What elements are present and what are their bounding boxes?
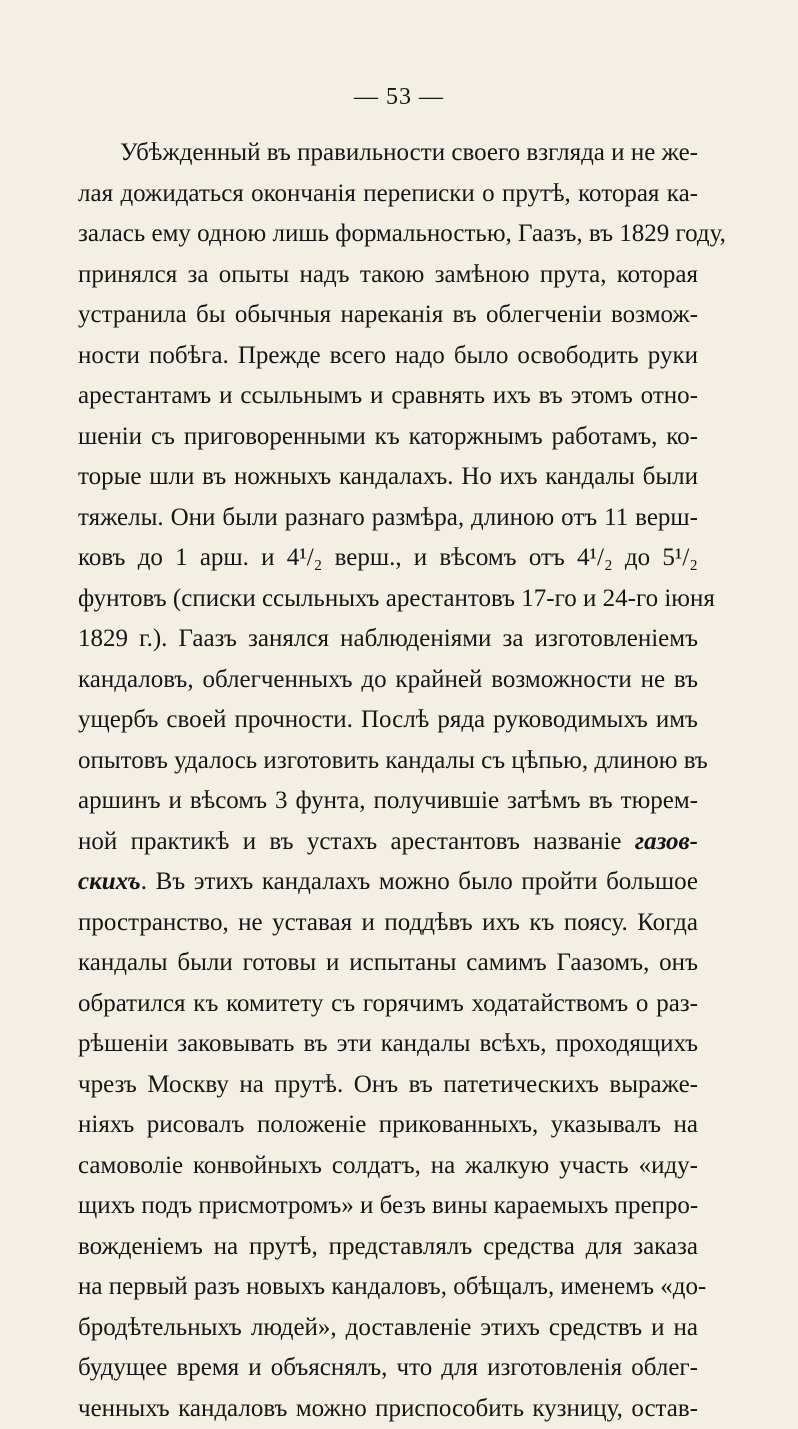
text-line: обратился къ комитету съ горячимъ ходатайствомъ о раз- xyxy=(78,984,698,1025)
body-text xyxy=(78,133,698,1429)
text-line: опытовъ удалось изготовить кандалы съ цѣпью, длиною въ xyxy=(78,741,698,782)
text-line: рѣшеніи заковывать въ эти кандалы всѣхъ, проходящихъ xyxy=(78,1024,698,1065)
text-line: фунтовъ (списки ссыльныхъ арестантовъ 17-го и 24-го іюня xyxy=(78,579,698,620)
italic-term: газов- xyxy=(635,828,698,855)
text-line: Убѣжденный въ правильности своего взгляда и не же- xyxy=(78,133,698,174)
text-line: кандалы были готовы и испытаны самимъ Гаазомъ, онъ xyxy=(78,943,698,984)
text-line: торые шли въ ножныхъ кандалахъ. Но ихъ кандалы были xyxy=(78,457,698,498)
text-line: чрезъ Москву на прутѣ. Онъ въ патетическихъ выраже- xyxy=(78,1065,698,1106)
text-line: ущербъ своей прочности. Послѣ ряда руководимыхъ имъ xyxy=(78,700,698,741)
text-line-part: ной практикѣ и въ устахъ арестантовъ названіе xyxy=(78,828,622,855)
text-line: залась ему одною лишь формальностью, Гаазъ, въ 1829 году, xyxy=(78,214,698,255)
text-line: вожденіемъ на прутѣ, представлялъ средства для заказа xyxy=(78,1227,698,1268)
text-line: устранила бы обычныя нареканія въ облегченіи возмож- xyxy=(78,295,698,336)
text-line-with-italic xyxy=(78,822,698,863)
text-line: лая дожидаться окончанія переписки о прутѣ, которая ка- xyxy=(78,174,698,215)
text-line: будущее время и объяснялъ, что для изготовленія облег- xyxy=(78,1348,698,1389)
text-line: шеніи съ приговоренными къ каторжнымъ работамъ, ко- xyxy=(78,417,698,458)
text-line: пространство, не уставая и поддѣвъ ихъ къ поясу. Когда xyxy=(78,903,698,944)
text-line: тяжелы. Они были разнаго размѣра, длиною отъ 11 верш- xyxy=(78,498,698,539)
text-line: ковъ до 1 арш. и 4¹/₂ верш., и вѣсомъ отъ 4¹/₂ до 5¹/₂ xyxy=(78,538,698,579)
text-line: бродѣтельныхъ людей», доставленіе этихъ средствъ и на xyxy=(78,1308,698,1349)
text-line: ченныхъ кандаловъ можно приспособить кузницу, остав- xyxy=(78,1389,698,1429)
text-line: принялся за опыты надъ такою замѣною прута, которая xyxy=(78,255,698,296)
italic-term: скихъ xyxy=(78,868,141,895)
text-line: ніяхъ рисовалъ положеніе прикованныхъ, указывалъ на xyxy=(78,1105,698,1146)
text-line: кандаловъ, облегченныхъ до крайней возможности не въ xyxy=(78,660,698,701)
text-line: арестантамъ и ссыльнымъ и сравнять ихъ въ этомъ отно- xyxy=(78,376,698,417)
text-line: 1829 г.). Гаазъ занялся наблюденіями за изготовленіемъ xyxy=(78,619,698,660)
text-line: щихъ подъ присмотромъ» и безъ вины караемыхъ препро- xyxy=(78,1186,698,1227)
text-line: аршинъ и вѣсомъ 3 фунта, получившіе затѣмъ въ тюрем- xyxy=(78,781,698,822)
text-line-part: . Въ этихъ кандалахъ можно было пройти большое xyxy=(141,868,698,895)
text-line-with-italic xyxy=(78,862,698,903)
page-number: — 53 — xyxy=(0,84,798,111)
text-line: ности побѣга. Прежде всего надо было освободить руки xyxy=(78,336,698,377)
text-line: на первый разъ новыхъ кандаловъ, обѣщалъ, именемъ «до- xyxy=(78,1267,698,1308)
text-line: самоволіе конвойныхъ солдатъ, на жалкую участь «иду- xyxy=(78,1146,698,1187)
